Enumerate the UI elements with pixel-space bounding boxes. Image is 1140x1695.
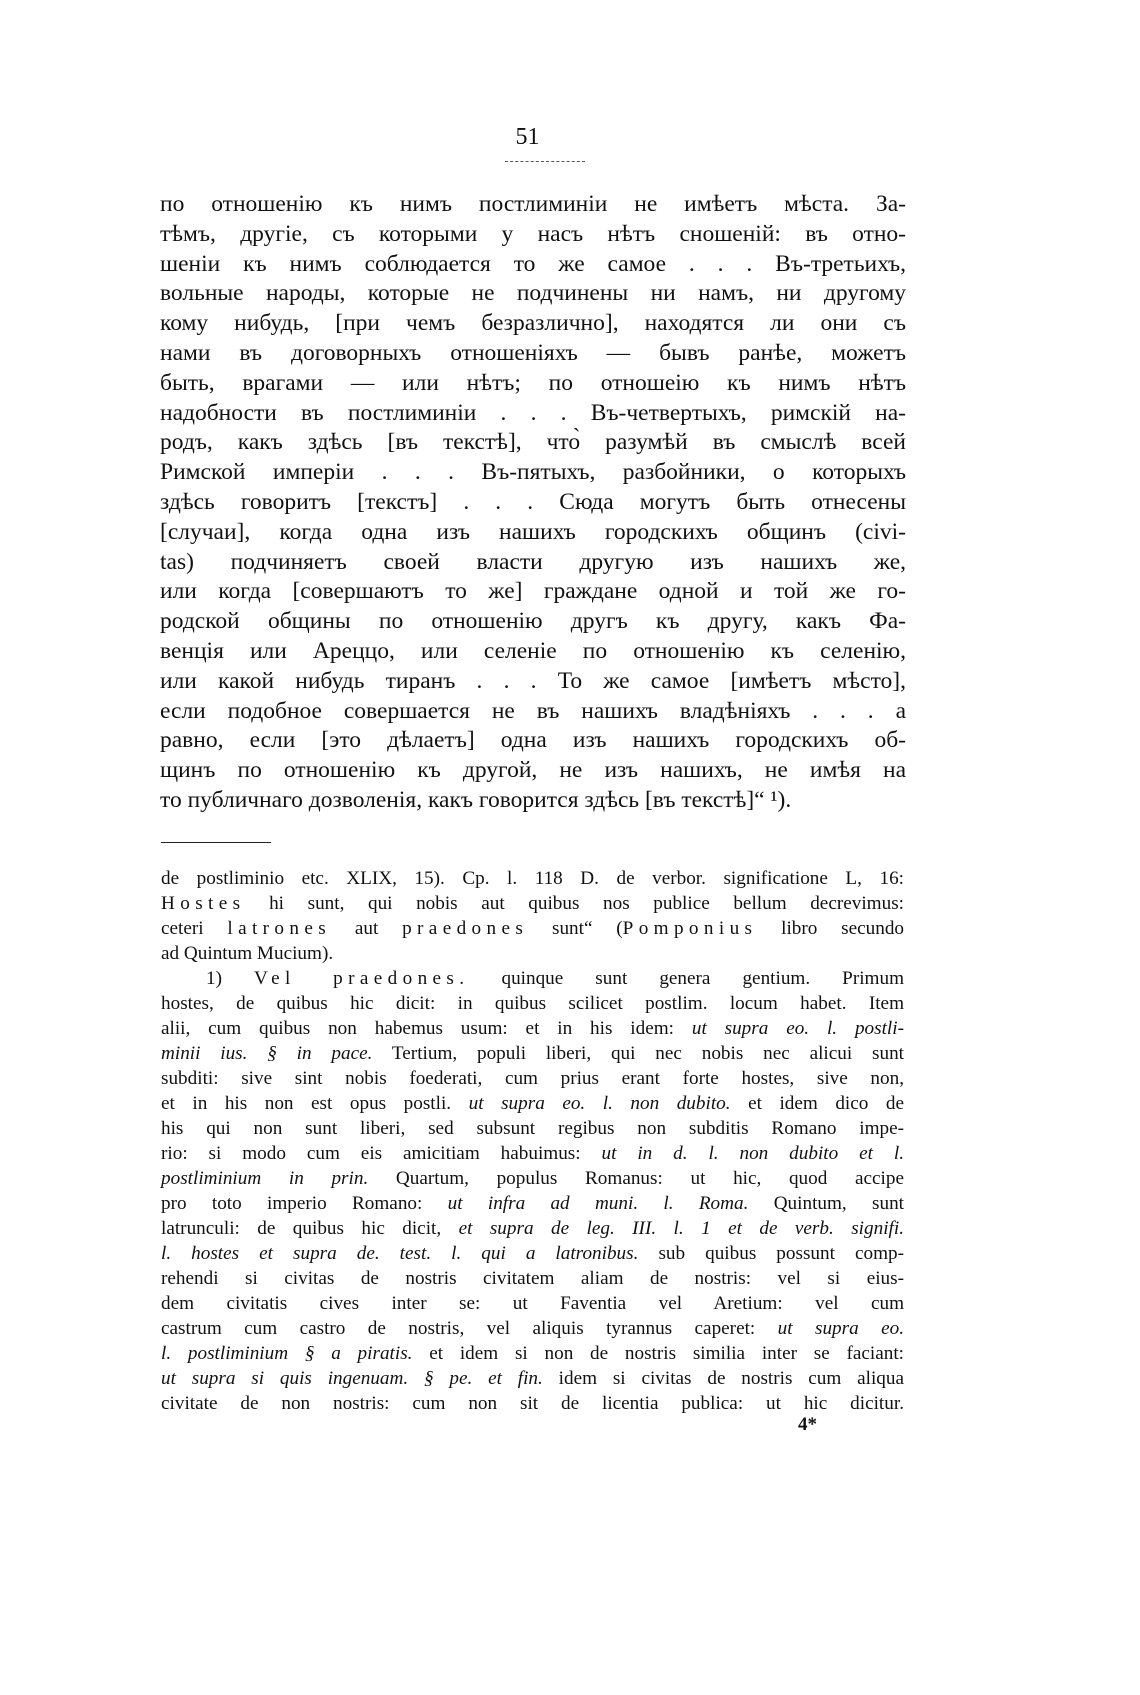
footnote-text: et idem dico de [730, 1093, 905, 1114]
footnote-text: Quartum, populus Romanus: ut hic, quod accipe [368, 1168, 904, 1189]
citation-italic: et supra de leg. III. l. 1 et de verb. signifi. [458, 1218, 904, 1239]
footnote-line [161, 1366, 904, 1391]
page-number-rule [505, 161, 585, 162]
signature-mark: 4* [798, 1414, 817, 1435]
main-text-line: или когда [совершаютъ то же] граждане одной и той же го- [160, 578, 906, 605]
footnote-line [161, 1066, 904, 1091]
footnote-text: latrunculi: de quibus hic dicit, [161, 1218, 459, 1239]
main-text-line: равно, если [это дѣлаетъ] одна изъ нашихъ городскихъ об- [160, 727, 906, 754]
footnote-text: castrum cum castro de nostris, vel aliquis tyrannus caperet: [161, 1318, 778, 1339]
footnote-text: quinque sunt genera gentium. Primum [469, 968, 904, 989]
main-text-line: быть, врагами — или нѣтъ; по отношеію къ нимъ нѣтъ [160, 369, 906, 396]
footnote-text: Quintum, sunt [748, 1193, 904, 1214]
footnote-line [161, 966, 904, 991]
main-text-line: родской общины по отношенію другъ къ другу, какъ Фа- [160, 608, 906, 635]
footnote-text: Tertium, populi liberi, qui nec nobis nec alicui sunt [372, 1043, 904, 1064]
footnote-text: sunt“ ( [528, 918, 623, 939]
footnote-line [161, 1316, 904, 1341]
footnote-line [161, 1141, 904, 1166]
footnote-text: et in his non est opus postli. [161, 1093, 469, 1114]
main-text-line: или какой нибудь тиранъ . . . То же самое [имѣетъ мѣсто], [160, 667, 906, 694]
emphasis-spaced: Vel praedones. [254, 968, 470, 989]
main-text-line: tas) подчиняетъ своей власти другую изъ нашихъ же, [160, 548, 906, 575]
footnote-text: aut [331, 918, 403, 939]
footnote-line [161, 1016, 904, 1041]
footnote-text: sub quibus possunt comp- [638, 1243, 904, 1264]
footnote-separator [161, 842, 271, 843]
footnote-line [161, 891, 904, 916]
citation-italic: minii ius. § in pace. [161, 1043, 373, 1064]
footnote-line [161, 866, 904, 891]
footnote-text: libro secundo [757, 918, 905, 939]
footnote-line [161, 1041, 904, 1066]
main-text-line: нами въ договорныхъ отношеніяхъ — бывъ ранѣе, можетъ [160, 339, 906, 366]
main-text-line: тѣмъ, другіе, съ которыми у насъ нѣтъ сношеній: въ отно- [160, 220, 906, 247]
emphasis-spaced: praedones [402, 918, 529, 939]
main-text-line: венція или Ареццо, или селеніе по отношенію къ селенію, [160, 637, 906, 664]
main-text-line: вольные народы, которые не подчинены ни намъ, ни другому [160, 280, 906, 307]
emphasis-spaced: Pomponius [622, 918, 758, 939]
main-text-line: надобности въ постлиминіи . . . Въ-четвертыхъ, римскій на- [160, 399, 906, 426]
footnote-line [161, 1191, 904, 1216]
footnote-line [161, 1291, 904, 1316]
footnote-text: idem si civitas de nostris cum aliqua [542, 1368, 904, 1389]
footnote-line [161, 1216, 904, 1241]
citation-italic: ut supra eo. l. postli- [691, 1018, 904, 1039]
footnote-text: rio: si modo cum eis amicitiam habuimus: [161, 1143, 602, 1164]
footnote-text: alii, cum quibus non habemus usum: et in his idem: [161, 1018, 692, 1039]
footnote-text: 1) [206, 968, 255, 989]
footnote-text: pro toto imperio Romano: [161, 1193, 448, 1214]
footnote-text: ad Quintum Mucium). [161, 943, 334, 964]
footnote-line [161, 991, 904, 1016]
footnote-line [161, 1391, 904, 1416]
footnote-text: dem civitatis cives inter se: ut Faventia vel Aretium: vel cum [161, 1293, 904, 1314]
page-number: 51 [515, 124, 540, 150]
emphasis-spaced: latrones [227, 918, 332, 939]
main-text-line: по отношенію къ нимъ постлиминіи не имѣетъ мѣста. За- [160, 191, 906, 217]
footnote-text: hi sunt, qui nobis aut quibus nos publice bellum decrevimus: [245, 893, 904, 914]
footnotes [161, 866, 904, 1416]
main-text [160, 190, 906, 816]
footnote-text: et idem si non de nostris similia inter se faciant: [412, 1343, 905, 1364]
footnote-text: de postliminio etc. XLIX, 15). Cp. l. 118 D. de verbor. significatione L, 16: [161, 868, 904, 889]
emphasis-spaced: Hostes [161, 893, 246, 914]
footnote-line [161, 1166, 904, 1191]
citation-italic: ut supra eo. l. non dubito. [468, 1093, 731, 1114]
footnote-line [161, 941, 904, 966]
main-text-line: шеніи къ нимъ соблюдается то же самое . . . Въ-третьихъ, [160, 250, 906, 277]
main-text-line: то публичнаго дозволенія, какъ говорится здѣсь [въ текстѣ]“ ¹). [160, 786, 792, 813]
citation-italic: ut supra si quis ingenuam. § pe. et fin. [161, 1368, 543, 1389]
footnote-line [161, 916, 904, 941]
footnote-text: ceteri [161, 918, 228, 939]
main-text-line: родъ, какъ здѣсь [въ текстѣ], что̀ разумѣй въ смыслѣ всей [160, 429, 906, 456]
citation-italic: l. hostes et supra de. test. l. qui a latronibus. [161, 1243, 639, 1264]
footnote-text: rehendi si civitas de nostris civitatem aliam de nostris: vel si eius- [161, 1268, 904, 1289]
footnote-text: subditi: sive sint nobis foederati, cum prius erant forte hostes, sive non, [161, 1068, 904, 1089]
footnote-line [161, 1266, 904, 1291]
footnote-text: hostes, de quibus hic dicit: in quibus scilicet postlim. locum habet. Item [161, 993, 904, 1014]
main-text-line: здѣсь говоритъ [текстъ] . . . Сюда могутъ быть отнесены [160, 488, 906, 515]
main-text-line: Римской имперіи . . . Въ-пятыхъ, разбойники, о которыхъ [160, 459, 906, 486]
footnote-line [161, 1241, 904, 1266]
footnote-line [161, 1091, 904, 1116]
footnote-text: civitate de non nostris: cum non sit de licentia publica: ut hic dicitur. [161, 1393, 904, 1414]
citation-italic: ut supra eo. [777, 1318, 905, 1339]
footnote-line [161, 1116, 904, 1141]
citation-italic: ut infra ad muni. l. Roma. [447, 1193, 749, 1214]
citation-italic: ut in d. l. non dubito et l. [601, 1143, 904, 1164]
footnote-line [161, 1341, 904, 1366]
main-text-line: кому нибудь, [при чемъ безразлично], находятся ли они съ [160, 310, 906, 337]
citation-italic: l. postliminium § a piratis. [161, 1343, 413, 1364]
main-text-line: [случаи], когда одна изъ нашихъ городскихъ общинъ (civi- [160, 518, 906, 545]
citation-italic: postliminium in prin. [161, 1168, 369, 1189]
footnote-text: his qui non sunt liberi, sed subsunt regibus non subditis Romano impe- [161, 1118, 904, 1139]
main-text-line: щинъ по отношенію къ другой, не изъ нашихъ, не имѣя на [160, 757, 906, 784]
main-text-line: если подобное совершается не въ нашихъ владѣніяхъ . . . а [160, 697, 906, 724]
